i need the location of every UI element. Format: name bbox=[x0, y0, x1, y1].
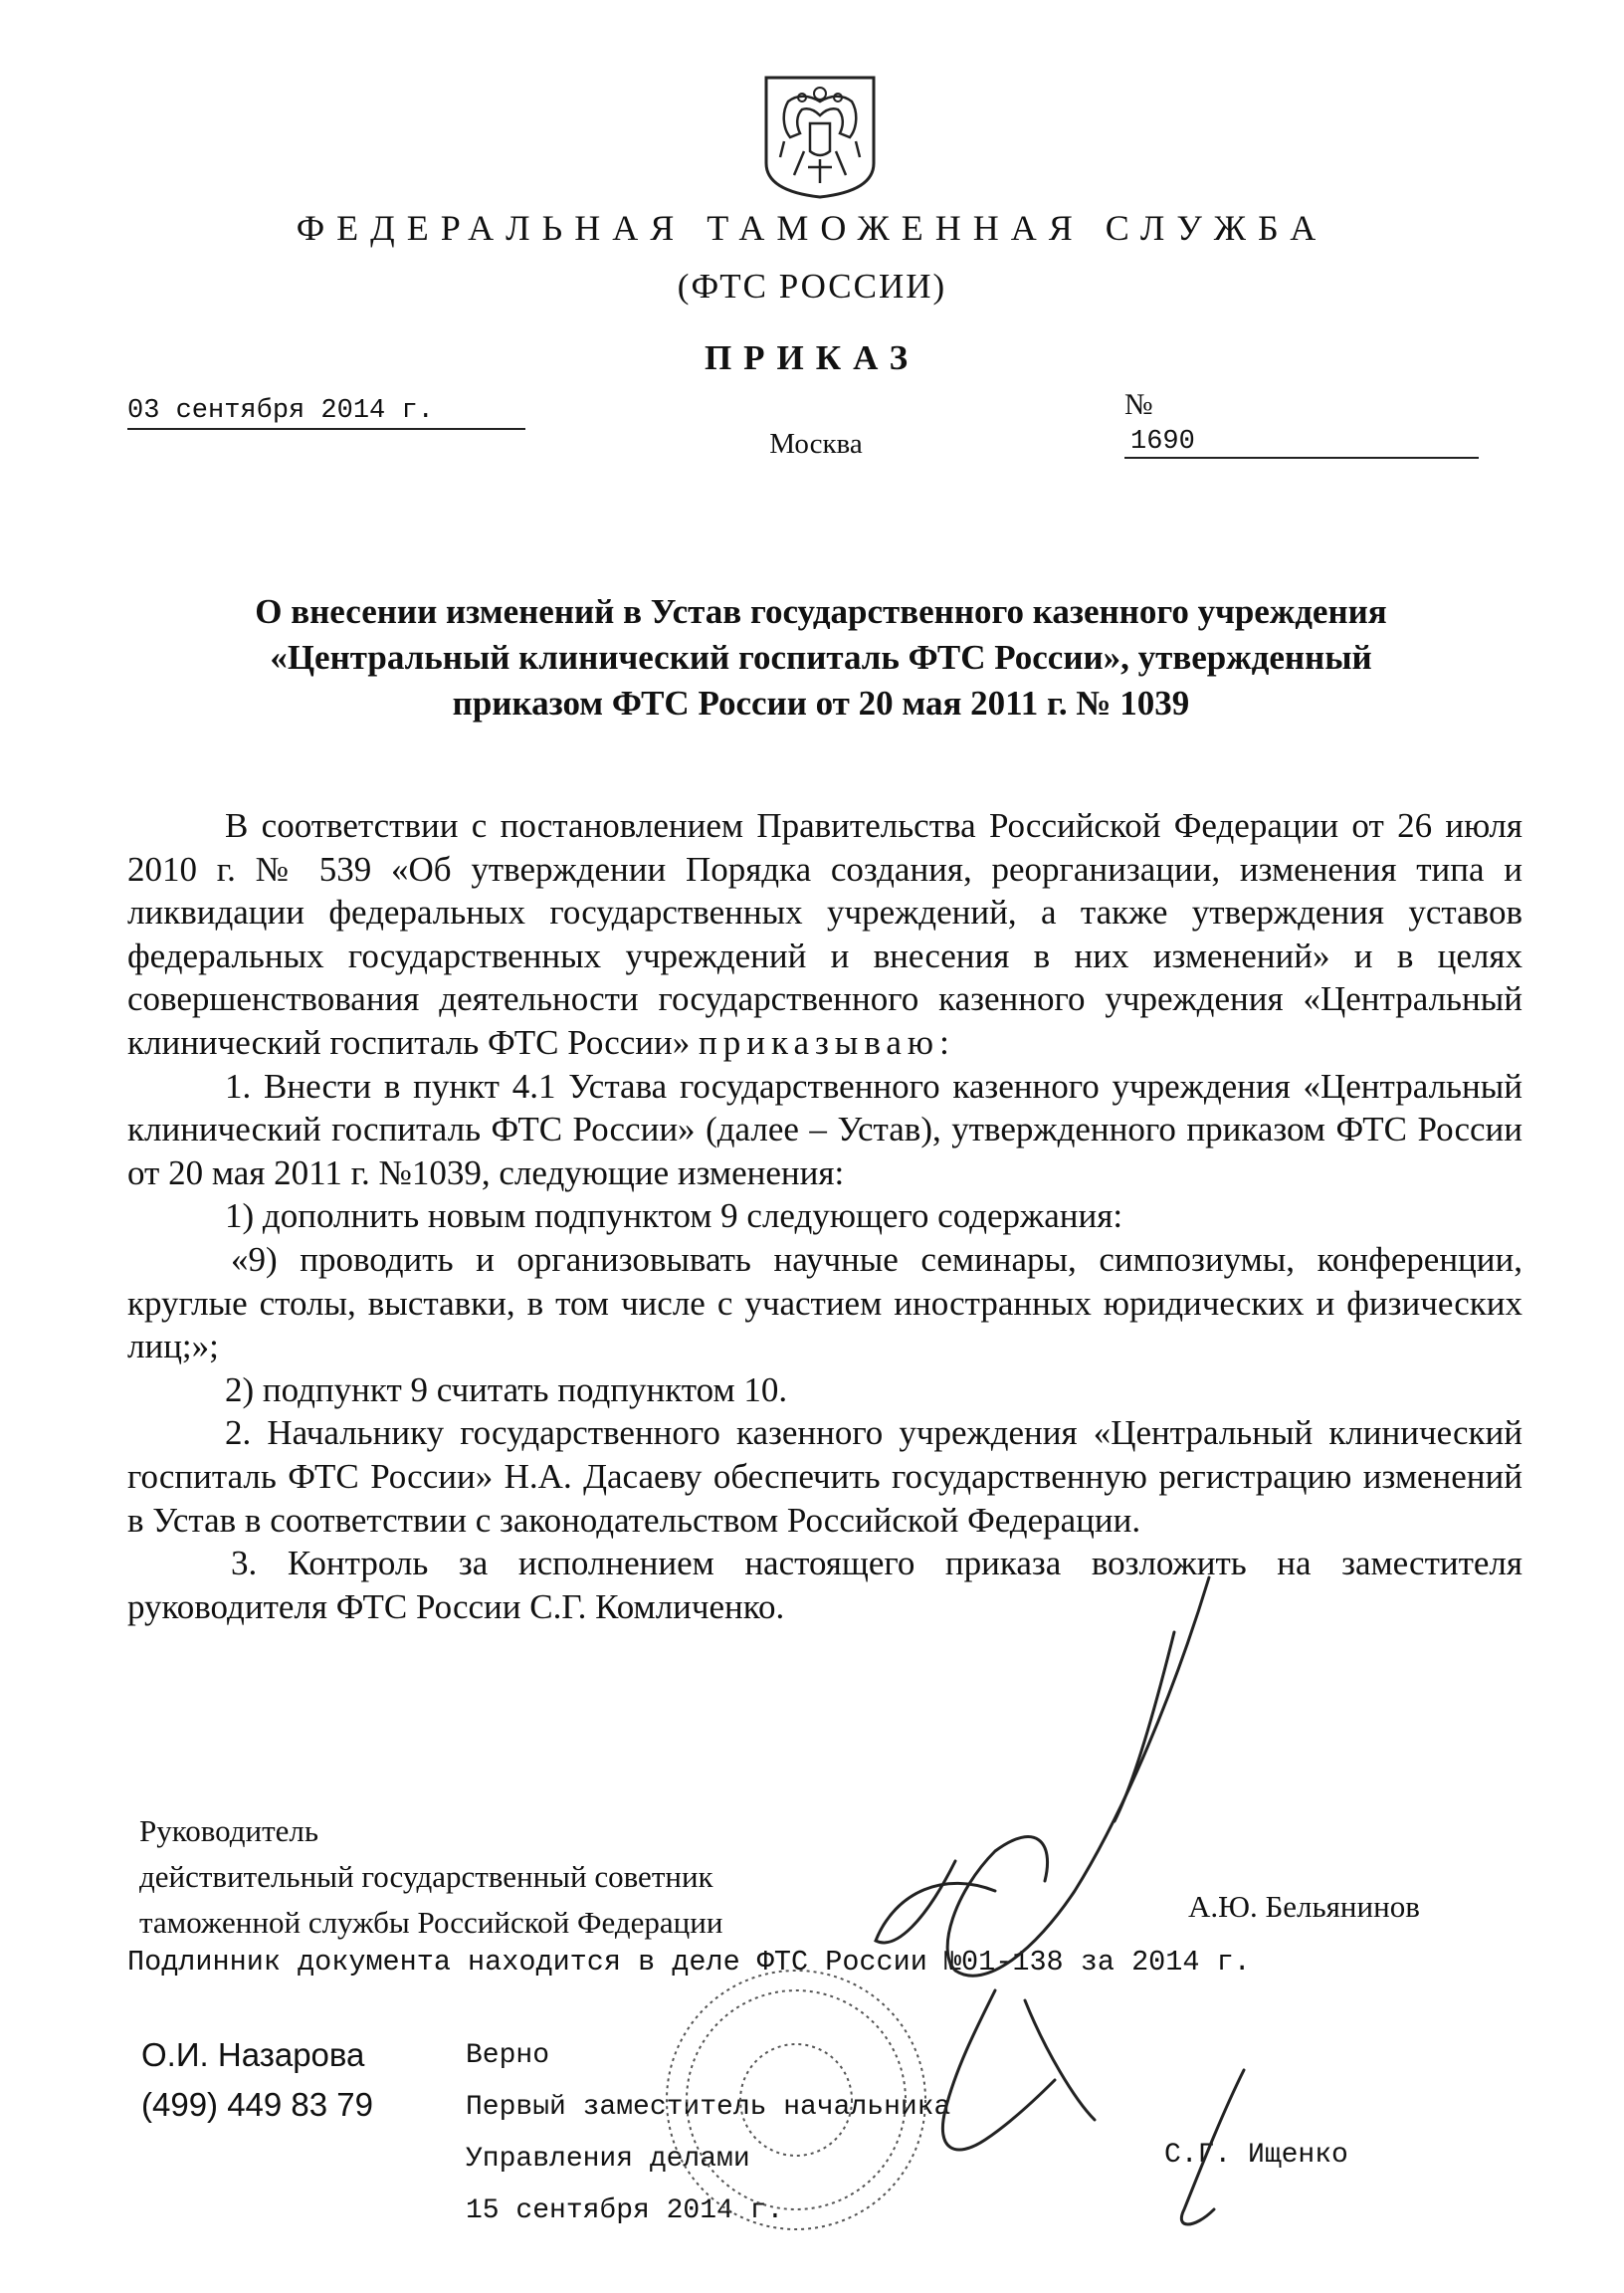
certification-label: Верно bbox=[466, 2040, 550, 2071]
document-type: ПРИКАЗ bbox=[704, 338, 920, 377]
order-keyword: приказываю: bbox=[699, 1022, 955, 1062]
item-1-sub-1: 1) дополнить новым подпунктом 9 следующего содержания: bbox=[225, 1196, 1123, 1236]
certification-role-line-1: Первый заместитель начальника bbox=[466, 2092, 951, 2123]
agency-short-name: (ФТС РОССИИ) bbox=[677, 267, 947, 306]
preamble-text: В соответствии с постановлением Правительства Российской Федерации от 26 июля 2010 г. № 539 «Об утверждении Порядка создания, реорганизации, изменения типа и ликвидации федеральных государственных учреждений, а также утверждения уставов федеральных государственных учреждений и внесения в них изменений» и в целях совершенствования деятельности государственного казенного учреждения «Центральный клинический госпиталь ФТС России» bbox=[127, 806, 1522, 1062]
certification-block bbox=[466, 2030, 950, 2237]
title-line-1: О внесении изменений в Устав государственного казенного учреждения bbox=[255, 592, 1387, 631]
executor-phone: (499) 449 83 79 bbox=[141, 2086, 374, 2123]
item-1-sub-2: 2) подпункт 9 считать подпунктом 10. bbox=[225, 1369, 788, 1409]
item-2: 2. Начальнику государственного казенного учреждения «Центральный клинический госпиталь ФТС России» Н.А. Дасаеву обеспечить государственную регистрацию изменений в Устав в соответствии с законодательством Российской Федерации. bbox=[127, 1413, 1522, 1540]
order-city: Москва bbox=[769, 428, 863, 460]
certifier-name: С.Г. Ищенко bbox=[1164, 2140, 1348, 2171]
preamble-paragraph bbox=[127, 804, 1522, 1065]
item-3: 3. Контроль за исполнением настоящего приказа возложить на заместителя руководителя ФТС России С.Г. Комличенко. bbox=[127, 1544, 1522, 1626]
signatory-name: А.Ю. Бельянинов bbox=[1188, 1889, 1420, 1924]
item-1-quote: «9) проводить и организовывать научные семинары, симпозиумы, конференции, круглые столы, выставки, в том числе с участием иностранных юридических и физических лиц;»; bbox=[127, 1239, 1522, 1366]
title-line-3: приказом ФТС России от 20 мая 2011 г. № 1039 bbox=[452, 684, 1190, 723]
state-emblem-icon bbox=[760, 72, 880, 201]
certification-role-line-2: Управления делами bbox=[466, 2144, 750, 2175]
order-date: 03 сентября 2014 г. bbox=[127, 396, 525, 430]
number-sign: № bbox=[1124, 388, 1153, 421]
order-body bbox=[127, 804, 1522, 1628]
signatory-role bbox=[139, 1808, 722, 1946]
signatory-role-line-2: действительный государственный советник bbox=[139, 1859, 713, 1894]
executor-block bbox=[141, 2030, 373, 2130]
title-line-2: «Центральный клинический госпиталь ФТС России», утвержденный bbox=[270, 638, 1372, 677]
item-1: 1. Внести в пункт 4.1 Устава государственного казенного учреждения «Центральный клинический госпиталь ФТС России» (далее – Устав), утвержденного приказом ФТС России от 20 мая 2011 г. №1039, следующие изменения: bbox=[127, 1066, 1522, 1192]
original-document-note: Подлинник документа находится в деле ФТС России №01-138 за 2014 г. bbox=[127, 1946, 1251, 1979]
executor-name: О.И. Назарова bbox=[141, 2036, 365, 2073]
certifier-signature-mark bbox=[942, 1990, 1244, 2224]
signatory-role-line-3: таможенной службы Российской Федерации bbox=[139, 1905, 723, 1940]
signature-mark bbox=[876, 1577, 1209, 1976]
order-number: 1690 bbox=[1124, 427, 1479, 459]
agency-name: ФЕДЕРАЛЬНАЯ ТАМОЖЕННАЯ СЛУЖБА bbox=[296, 208, 1328, 248]
signatory-role-line-1: Руководитель bbox=[139, 1813, 319, 1848]
order-title bbox=[149, 589, 1493, 727]
certification-date: 15 сентября 2014 г. bbox=[466, 2195, 784, 2226]
